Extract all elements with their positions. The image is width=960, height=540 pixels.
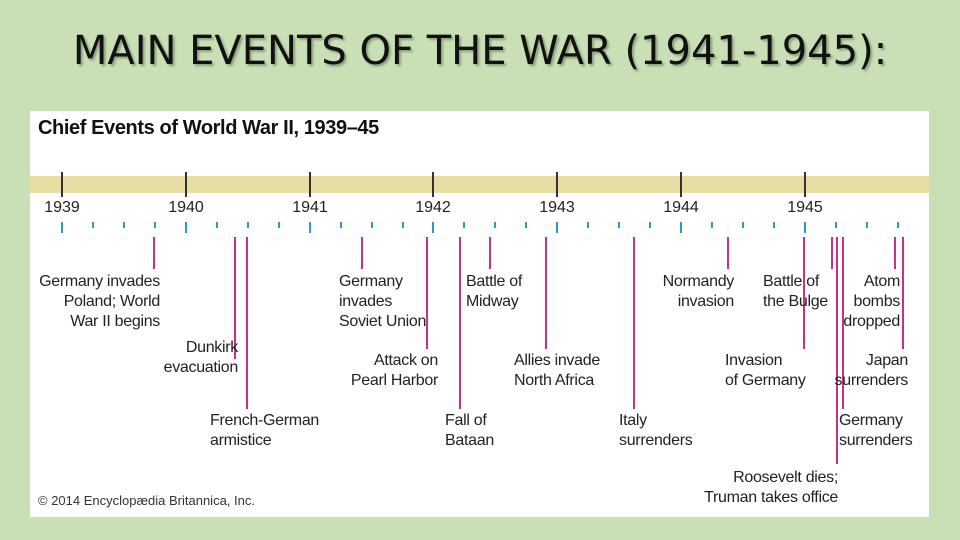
year-label: 1942 [415,199,451,216]
event-label-midway: Battle of Midway [466,273,523,310]
year-tick [309,172,311,197]
month-tick [278,222,280,228]
event-label-pearl: Attack on Pearl Harbor [350,352,438,389]
month-tick [371,222,373,228]
year-label: 1939 [44,199,80,216]
month-tick [556,222,558,233]
month-tick [587,222,589,228]
event-line-bataan [459,237,461,409]
event-label-atom: Atom bombs dropped [843,273,900,330]
event-label-africa: Allies invade North Africa [514,352,600,389]
month-tick [711,222,713,228]
month-tick [402,222,404,228]
month-tick [92,222,94,228]
event-line-normandy [727,237,729,269]
month-tick [309,222,311,233]
year-tick [185,172,187,197]
month-tick [432,222,434,233]
year-label: 1945 [787,199,823,216]
month-tick [618,222,620,228]
event-label-invasion-germany: Invasion of Germany [725,352,806,389]
timeline-panel [30,111,929,517]
event-label-bulge: Battle of the Bulge [763,273,828,310]
month-tick [216,222,218,228]
event-line-soviet [361,237,363,269]
month-tick [123,222,125,228]
event-label-normandy: Normandy invasion [662,273,734,310]
timeline-title: Chief Events of World War II, 1939–45 [38,117,379,139]
year-tick [680,172,682,197]
event-label-japan: Japan surrenders [834,352,908,389]
month-tick [463,222,465,228]
year-label: 1944 [663,199,699,216]
event-line-bulge [831,237,833,269]
month-tick [742,222,744,228]
month-tick [185,222,187,233]
year-label: 1941 [292,199,328,216]
month-tick [649,222,651,228]
year-label: 1940 [168,199,204,216]
event-label-germany-surrenders: Germany surrenders [839,412,913,449]
event-label-dunkirk: Dunkirk evacuation [163,339,238,376]
year-label: 1943 [539,199,575,216]
month-tick [866,222,868,228]
event-line-poland [153,237,155,269]
month-tick [835,222,837,228]
copyright-notice: © 2014 Encyclopædia Britannica, Inc. [38,493,255,508]
event-line-armistice [246,237,248,409]
month-tick [525,222,527,228]
year-tick [556,172,558,197]
month-tick [804,222,806,233]
year-tick [432,172,434,197]
year-tick [61,172,63,197]
event-label-poland: Germany invades Poland; World War II begins [39,273,160,330]
year-tick [804,172,806,197]
event-line-japan [902,237,904,349]
month-tick [897,222,899,228]
event-label-bataan: Fall of Bataan [445,412,494,449]
timeline-band [30,176,929,193]
event-line-midway [489,237,491,269]
event-label-roosevelt: Roosevelt dies; Truman takes office [704,469,838,506]
month-tick [680,222,682,233]
event-label-armistice: French-German armistice [210,412,320,449]
month-tick [340,222,342,228]
event-line-atom [894,237,896,269]
event-label-italy: Italy surrenders [619,412,693,449]
month-tick [61,222,63,233]
month-tick [773,222,775,228]
month-tick [247,222,249,228]
event-label-soviet: Germany invades Soviet Union [339,273,427,330]
month-tick [154,222,156,228]
month-tick [494,222,496,228]
event-line-italy [633,237,635,409]
slide-title: MAIN EVENTS OF THE WAR (1941-1945): [72,28,888,74]
